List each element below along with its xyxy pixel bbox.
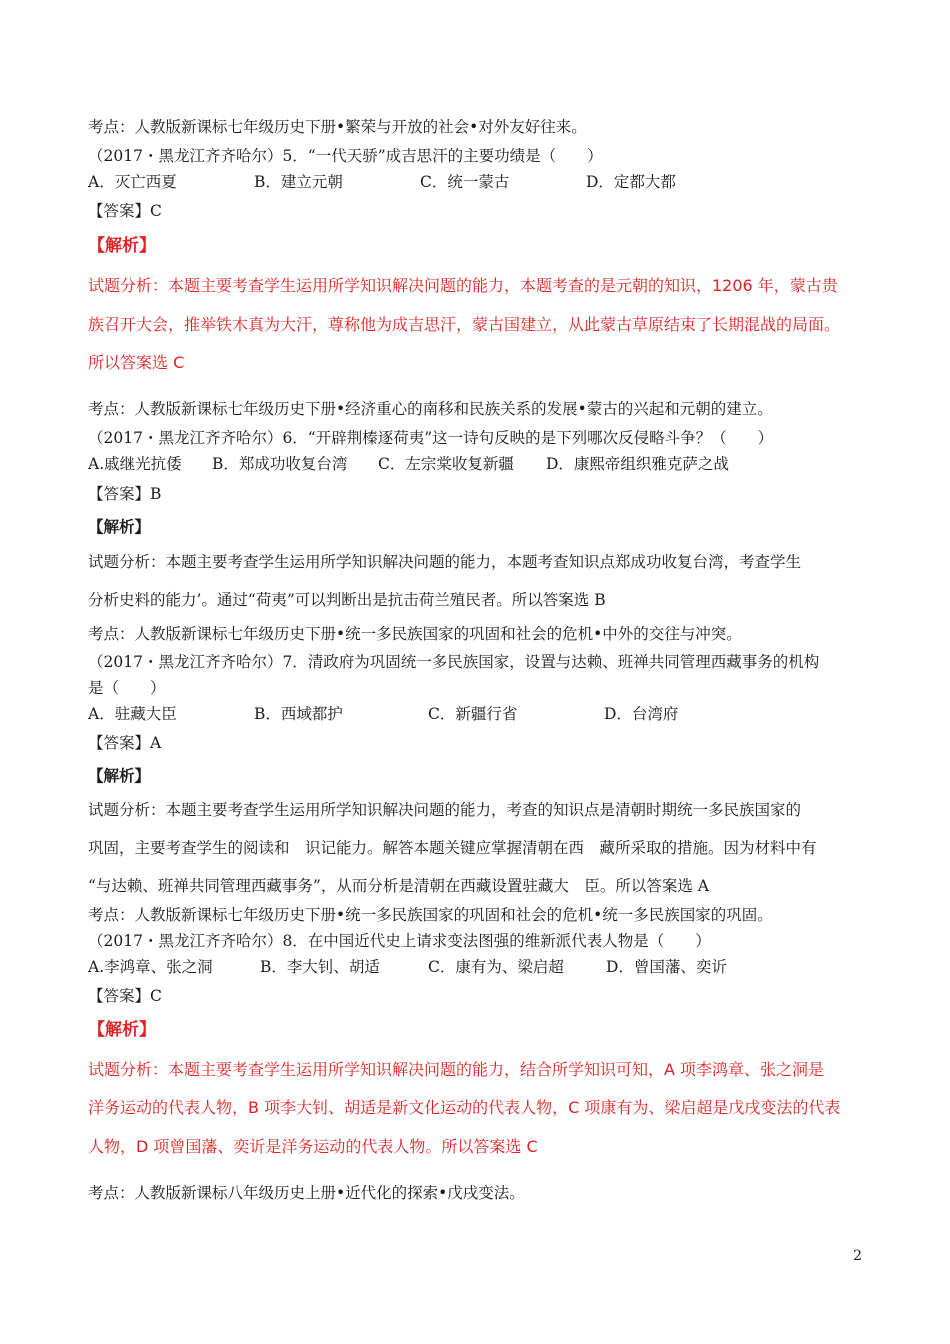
question-7-line-2: 是（ ） [88,679,166,697]
q7-answer: 【答案】A [88,734,162,752]
q5-option-a: A．灭亡西夏 [88,173,177,191]
q7-option-c: C．新疆行省 [428,705,518,723]
q6-option-b: B．郑成功收复台湾 [212,455,348,473]
q8-jiexi-label: 【解析】 [88,1020,156,1040]
q6-option-a: A.戚继光抗倭 [88,455,182,473]
q7-option-a: A．驻藏大臣 [88,705,177,723]
q5-analysis-line-3: 所以答案选 C [88,353,185,372]
question-6: （2017・黑龙江齐齐哈尔）6．“开辟荆榛逐荷夷”这一诗句反映的是下列哪次反侵略斗争？（ ） [88,429,774,447]
q6-kaodian: 考点：人教版新课标七年级历史下册•统一多民族国家的巩固和社会的危机•中外的交往与冲突。 [88,625,742,643]
q5-kaodian: 考点：人教版新课标七年级历史下册•经济重心的南移和民族关系的发展•蒙古的兴起和元朝的建立。 [88,400,773,418]
q8-option-d: D．曾国藩、奕䜣 [606,958,727,976]
question-7-line-1: （2017・黑龙江齐齐哈尔）7．清政府为巩固统一多民族国家，设置与达赖、班禅共同管理西藏事务的机构 [88,653,820,671]
q6-option-d: D．康熙帝组织雅克萨之战 [546,455,729,473]
q7-option-d: D．台湾府 [604,705,679,723]
q6-options [88,454,868,474]
q8-analysis-line-3: 人物，D 项曾国藩、奕䜣是洋务运动的代表人物。所以答案选 C [88,1137,538,1156]
q7-analysis-line-3: “与达赖、班禅共同管理西藏事务”，从而分析是清朝在西藏设置驻藏大 臣。所以答案选 A [88,877,709,895]
q8-option-b: B．李大钊、胡适 [260,958,380,976]
page-number: 2 [853,1248,862,1264]
q6-analysis-line-1: 试题分析：本题主要考查学生运用所学知识解决问题的能力，本题考查知识点郑成功收复台湾，考查学生 [88,553,802,571]
q6-option-c: C．左宗棠收复新疆 [378,455,514,473]
q8-analysis-line-2: 洋务运动的代表人物，B 项李大钊、胡适是新文化运动的代表人物，C 项康有为、梁启超是戊戌变法的代表 [88,1098,841,1117]
q5-option-d: D．定都大都 [586,173,676,191]
q8-options [88,957,868,977]
q7-options [88,704,868,724]
q8-answer: 【答案】C [88,987,162,1005]
q8-analysis-line-1: 试题分析：本题主要考查学生运用所学知识解决问题的能力，结合所学知识可知，A 项李鸿章、张之洞是 [88,1060,825,1079]
q7-kaodian: 考点：人教版新课标七年级历史下册•统一多民族国家的巩固和社会的危机•统一多民族国家的巩固。 [88,906,773,924]
q7-jiexi-label: 【解析】 [88,766,151,785]
q6-analysis-line-2: 分析史料的能力’。通过“荷夷”可以判断出是抗击荷兰殖民者。所以答案选 B [88,591,606,609]
question-8: （2017・黑龙江齐齐哈尔）8．在中国近代史上请求变法图强的维新派代表人物是（ ） [88,932,711,950]
q5-answer: 【答案】C [88,202,162,220]
q8-option-a: A.李鸿章、张之洞 [88,958,213,976]
q5-analysis-line-1: 试题分析：本题主要考查学生运用所学知识解决问题的能力，本题考查的是元朝的知识，1206 年，蒙古贵 [88,276,838,295]
question-5: （2017・黑龙江齐齐哈尔）5．“一代天骄”成吉思汗的主要功绩是（ ） [88,147,603,165]
q5-options [88,172,868,192]
q7-option-b: B．西域都护 [254,705,343,723]
q8-option-c: C．康有为、梁启超 [428,958,564,976]
q5-analysis-line-2: 族召开大会，推举铁木真为大汗，尊称他为成吉思汗，蒙古国建立，从此蒙古草原结束了长期混战的局面。 [88,315,841,334]
q5-option-c: C．统一蒙古 [420,173,510,191]
q6-jiexi-label: 【解析】 [88,517,151,536]
q7-analysis-line-2: 巩固，主要考查学生的阅读和 识记能力。解答本题关键应掌握清朝在西 藏所采取的措施。因为材料中有 [88,839,817,857]
q5-jiexi-label: 【解析】 [88,236,156,256]
q5-option-b: B．建立元朝 [254,173,343,191]
q6-answer: 【答案】B [88,485,162,503]
q7-analysis-line-1: 试题分析：本题主要考查学生运用所学知识解决问题的能力，考查的知识点是清朝时期统一多民族国家的 [88,801,802,819]
kaodian-prev: 考点：人教版新课标七年级历史下册•繁荣与开放的社会•对外友好往来。 [88,118,587,136]
q8-kaodian: 考点：人教版新课标八年级历史上册•近代化的探索•戊戌变法。 [88,1184,525,1202]
